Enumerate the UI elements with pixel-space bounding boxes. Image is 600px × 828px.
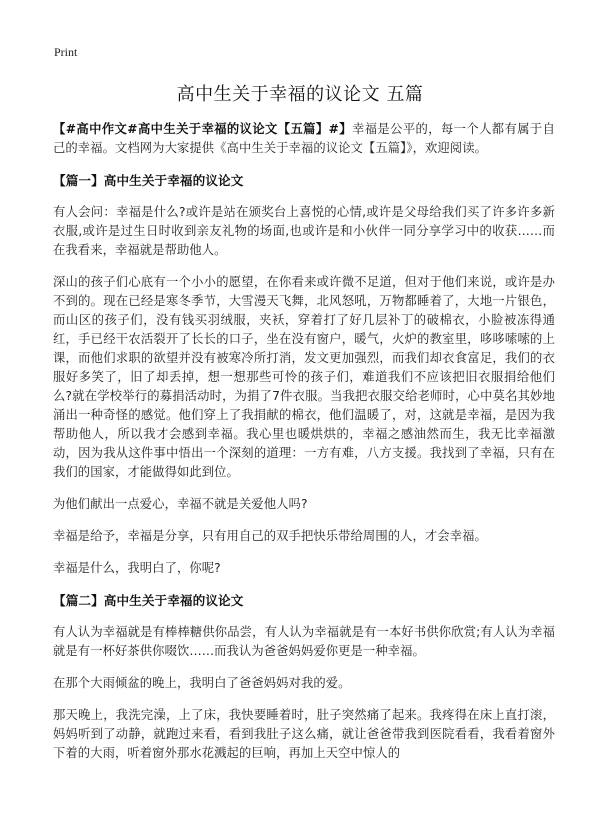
section-1-paragraph-1: 有人会问：幸福是什么?或许是站在颁奖台上喜悦的心情,或许是父母给我们买了许多许多新衣服,或许是过生日时收到亲友礼物的场面,也或许是和小伙伴一同分享学习中的收获……而在我看来，幸福就是帮助他人。 xyxy=(53,205,555,257)
intro-paragraph xyxy=(53,120,555,158)
article-body xyxy=(53,120,555,776)
section-2-paragraph-3: 那天晚上，我洗完澡，上了床，我快要睡着时，肚子突然痛了起来。我疼得在床上直打滚，妈妈听到了动静，就跑过来看，看到我肚子这么痛，就让爸爸带我到医院看看，我看着窗外下着的大雨，听着窗外那水花溅起的巨响，再加上天空中惊人的 xyxy=(53,708,555,760)
section-1-paragraph-2: 深山的孩子们心底有一个小小的愿望，在你看来或许微不足道，但对于他们来说，或许是办不到的。现在已经是寒冬季节，大雪漫天飞舞，北风怒吼，万物都睡着了，大地一片银色，而山区的孩子们，没有钱买羽绒服，夹袄，穿着打了好几层补丁的破棉衣，小脸被冻得通红，手已经干农活裂开了长长的口子，坐在没有窗户，暖气，火炉的教室里，哆哆嗦嗦的上课，而他们求职的欲望并没有被寒冷所打消，发文更加强烈，而我们却衣食富足，我们的衣服好多笑了，旧了却丢掉，想一想那些可怜的孩子们，难道我们不应该把旧衣服捐给他们么?就在学校举行的募捐活动时，为捐了7件衣服。当我把衣服交给老师时，心中莫名其妙地涌出一种奇怪的感觉。他们穿上了我捐献的棉衣，他们温暖了，对，这就是幸福，是因为我帮助他人，所以我才会感到幸福。我心里也暖烘烘的，幸福之感油然而生，我无比幸福激动，因为我从这件事中悟出一个深刻的道理：一方有难，八方支援。我找到了幸福，只有在我们的国家，才能做得如此到位。 xyxy=(53,275,555,479)
section-1-paragraph-3: 为他们献出一点爱心，幸福不就是关爱他人吗? xyxy=(53,497,308,511)
section-2-paragraph-2: 在那个大雨倾盆的晚上，我明白了爸爸妈妈对我的爱。 xyxy=(53,676,351,690)
section-heading-2: 【篇二】高中生关于幸福的议论文 xyxy=(53,593,244,608)
intro-tag: 【#高中作文#高中生关于幸福的议论文【五篇】#】 xyxy=(53,122,352,136)
page-title: 高中生关于幸福的议论文 五篇 xyxy=(176,84,424,105)
section-1-paragraph-5: 幸福是什么，我明白了，你呢? xyxy=(53,561,221,575)
intro-text: 幸福是公平的，每一个人都有属于自己的幸福。文档网为大家提供《高中生关于幸福的议论文【五篇】》，欢迎阅读。 xyxy=(53,122,556,155)
print-label[interactable]: Print xyxy=(54,45,78,59)
section-heading-1: 【篇一】高中生关于幸福的议论文 xyxy=(53,173,244,188)
section-2-paragraph-1: 有人认为幸福就是有棒棒糖供你品尝，有人认为幸福就是有一本好书供你欣赏;有人认为幸福就是有一杯好茶供你啜饮……而我认为爸爸妈妈爱你更是一种幸福。 xyxy=(53,625,555,658)
section-1-paragraph-4: 幸福是给予，幸福是分享，只有用自己的双手把快乐带给周围的人，才会幸福。 xyxy=(53,529,487,543)
